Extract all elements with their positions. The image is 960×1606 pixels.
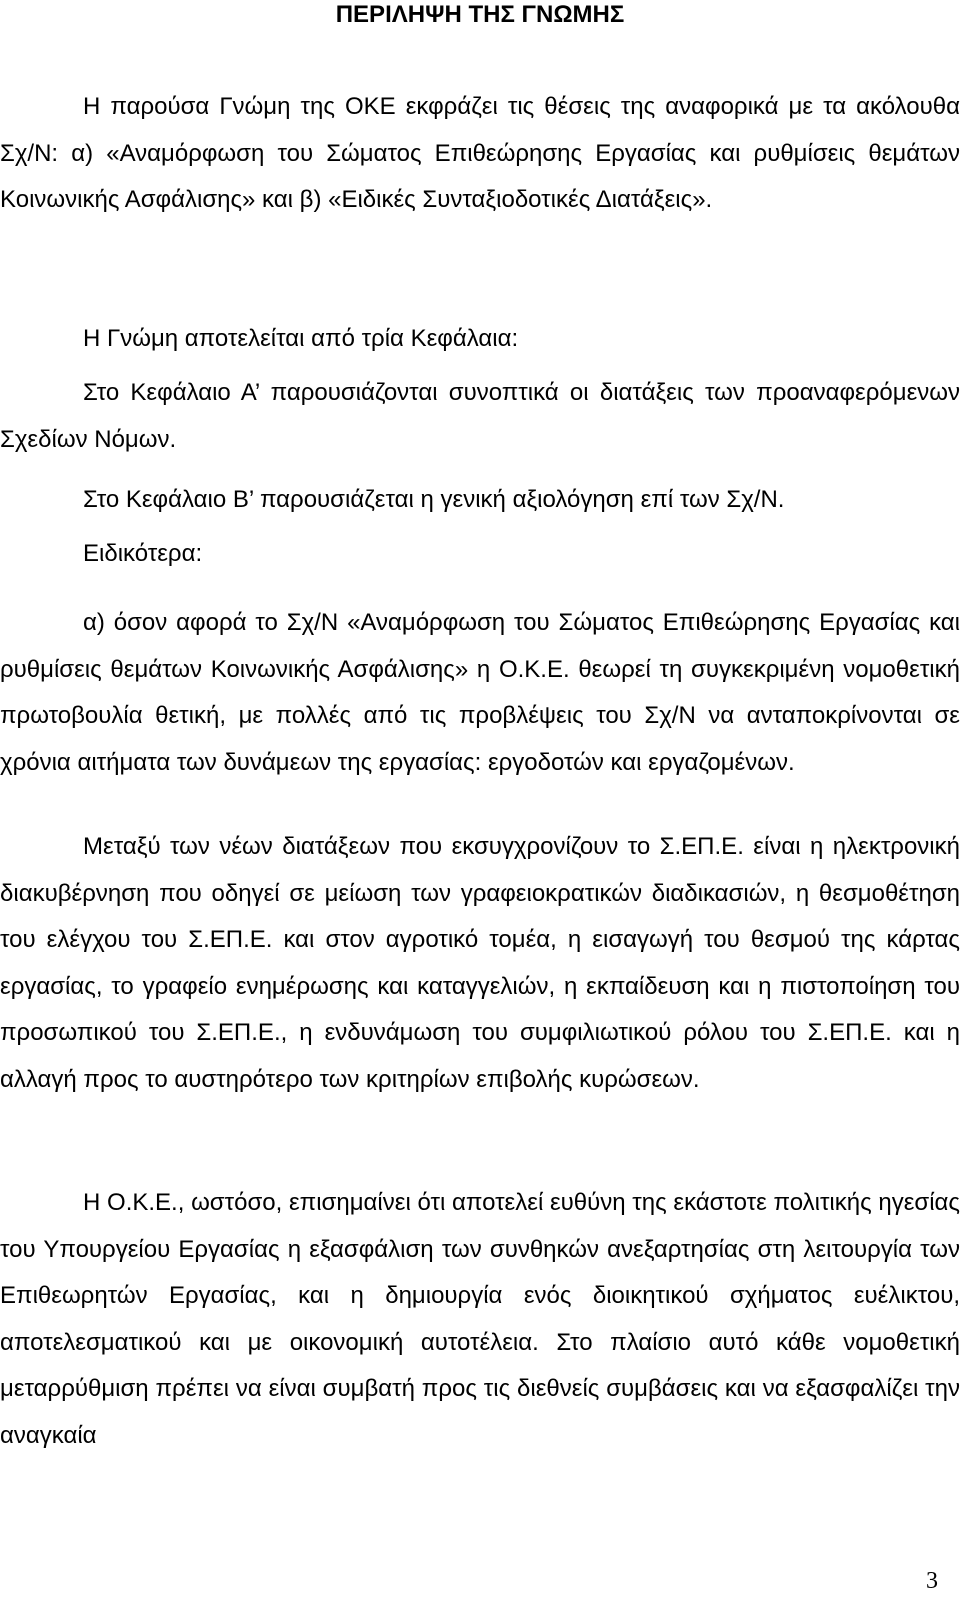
paragraph-chapter-b: Στο Κεφάλαιο Β’ παρουσιάζεται η γενική αξιολόγηση επί των Σχ/Ν. (83, 486, 785, 513)
page-title: ΠΕΡΙΛΗΨΗ ΤΗΣ ΓΝΩΜΗΣ (335, 1, 625, 28)
paragraph-point-a: α) όσον αφορά το Σχ/Ν «Αναμόρφωση του Σώματος Επιθεώρησης Εργασίας και ρυθμίσεις θεμάτων Κοινωνικής Ασφάλισης» η Ο.Κ.Ε. θεωρεί τη συγκεκριμένη νομοθετική πρωτοβουλία θετική, με πολλές από τις προβλέψεις του Σχ/Ν να ανταποκρίνονται σε χρόνια αιτήματα των δυνάμεων της εργασίας: εργοδοτών και εργαζομένων. (0, 609, 960, 776)
page-number: 3 (926, 1568, 938, 1594)
paragraph-specifically: Ειδικότερα: (83, 540, 203, 567)
paragraph-chapter-a: Στο Κεφάλαιο Α’ παρουσιάζονται συνοπτικά οι διατάξεις των προαναφερόμενων Σχεδίων Νόμων. (0, 379, 960, 453)
paragraph-oke-notes: Η Ο.Κ.Ε., ωστόσο, επισημαίνει ότι αποτελεί ευθύνη της εκάστοτε πολιτικής ηγεσίας του Υπουργείου Εργασίας η εξασφάλιση των συνθηκών ανεξαρτησίας στη λειτουργία των Επιθεωρητών Εργασίας, και η δημιουργία ενός διοικητικού σχήματος ευέλικτου, αποτελεσματικού και με οικονομική αυτοτέλεια. Στο πλαίσιο αυτό κάθε νομοθετική μεταρρύθμιση πρέπει να είναι συμβατή προς τις διεθνείς συμβάσεις και να εξασφαλίζει την αναγκαία (0, 1189, 960, 1449)
paragraph-chapters: Η Γνώμη αποτελείται από τρία Κεφάλαια: (83, 325, 519, 352)
paragraph-new-provisions: Μεταξύ των νέων διατάξεων που εκσυγχρονίζουν το Σ.ΕΠ.Ε. είναι η ηλεκτρονική διακυβέρνηση που οδηγεί σε μείωση των γραφειοκρατικών διαδικασιών, η θεσμοθέτηση του ελέγχου του Σ.ΕΠ.Ε. και στον αγροτικό τομέα, η εισαγωγή του θεσμού της κάρτας εργασίας, το γραφείο ενημέρωσης και καταγγελιών, η εκπαίδευση και η πιστοποίηση του προσωπικού του Σ.ΕΠ.Ε., η ενδυνάμωση του συμφιλιωτικού ρόλου του Σ.ΕΠ.Ε. και η αλλαγή προς το αυστηρότερο των κριτηρίων επιβολής κυρώσεων. (0, 833, 960, 1093)
paragraph-intro: Η παρούσα Γνώμη της ΟΚΕ εκφράζει τις θέσεις της αναφορικά με τα ακόλουθα Σχ/Ν: α) «Αναμόρφωση του Σώματος Επιθεώρησης Εργασίας και ρυθμίσεις θεμάτων Κοινωνικής Ασφάλισης» και β) «Ειδικές Συνταξιοδοτικές Διατάξεις». (0, 93, 960, 213)
